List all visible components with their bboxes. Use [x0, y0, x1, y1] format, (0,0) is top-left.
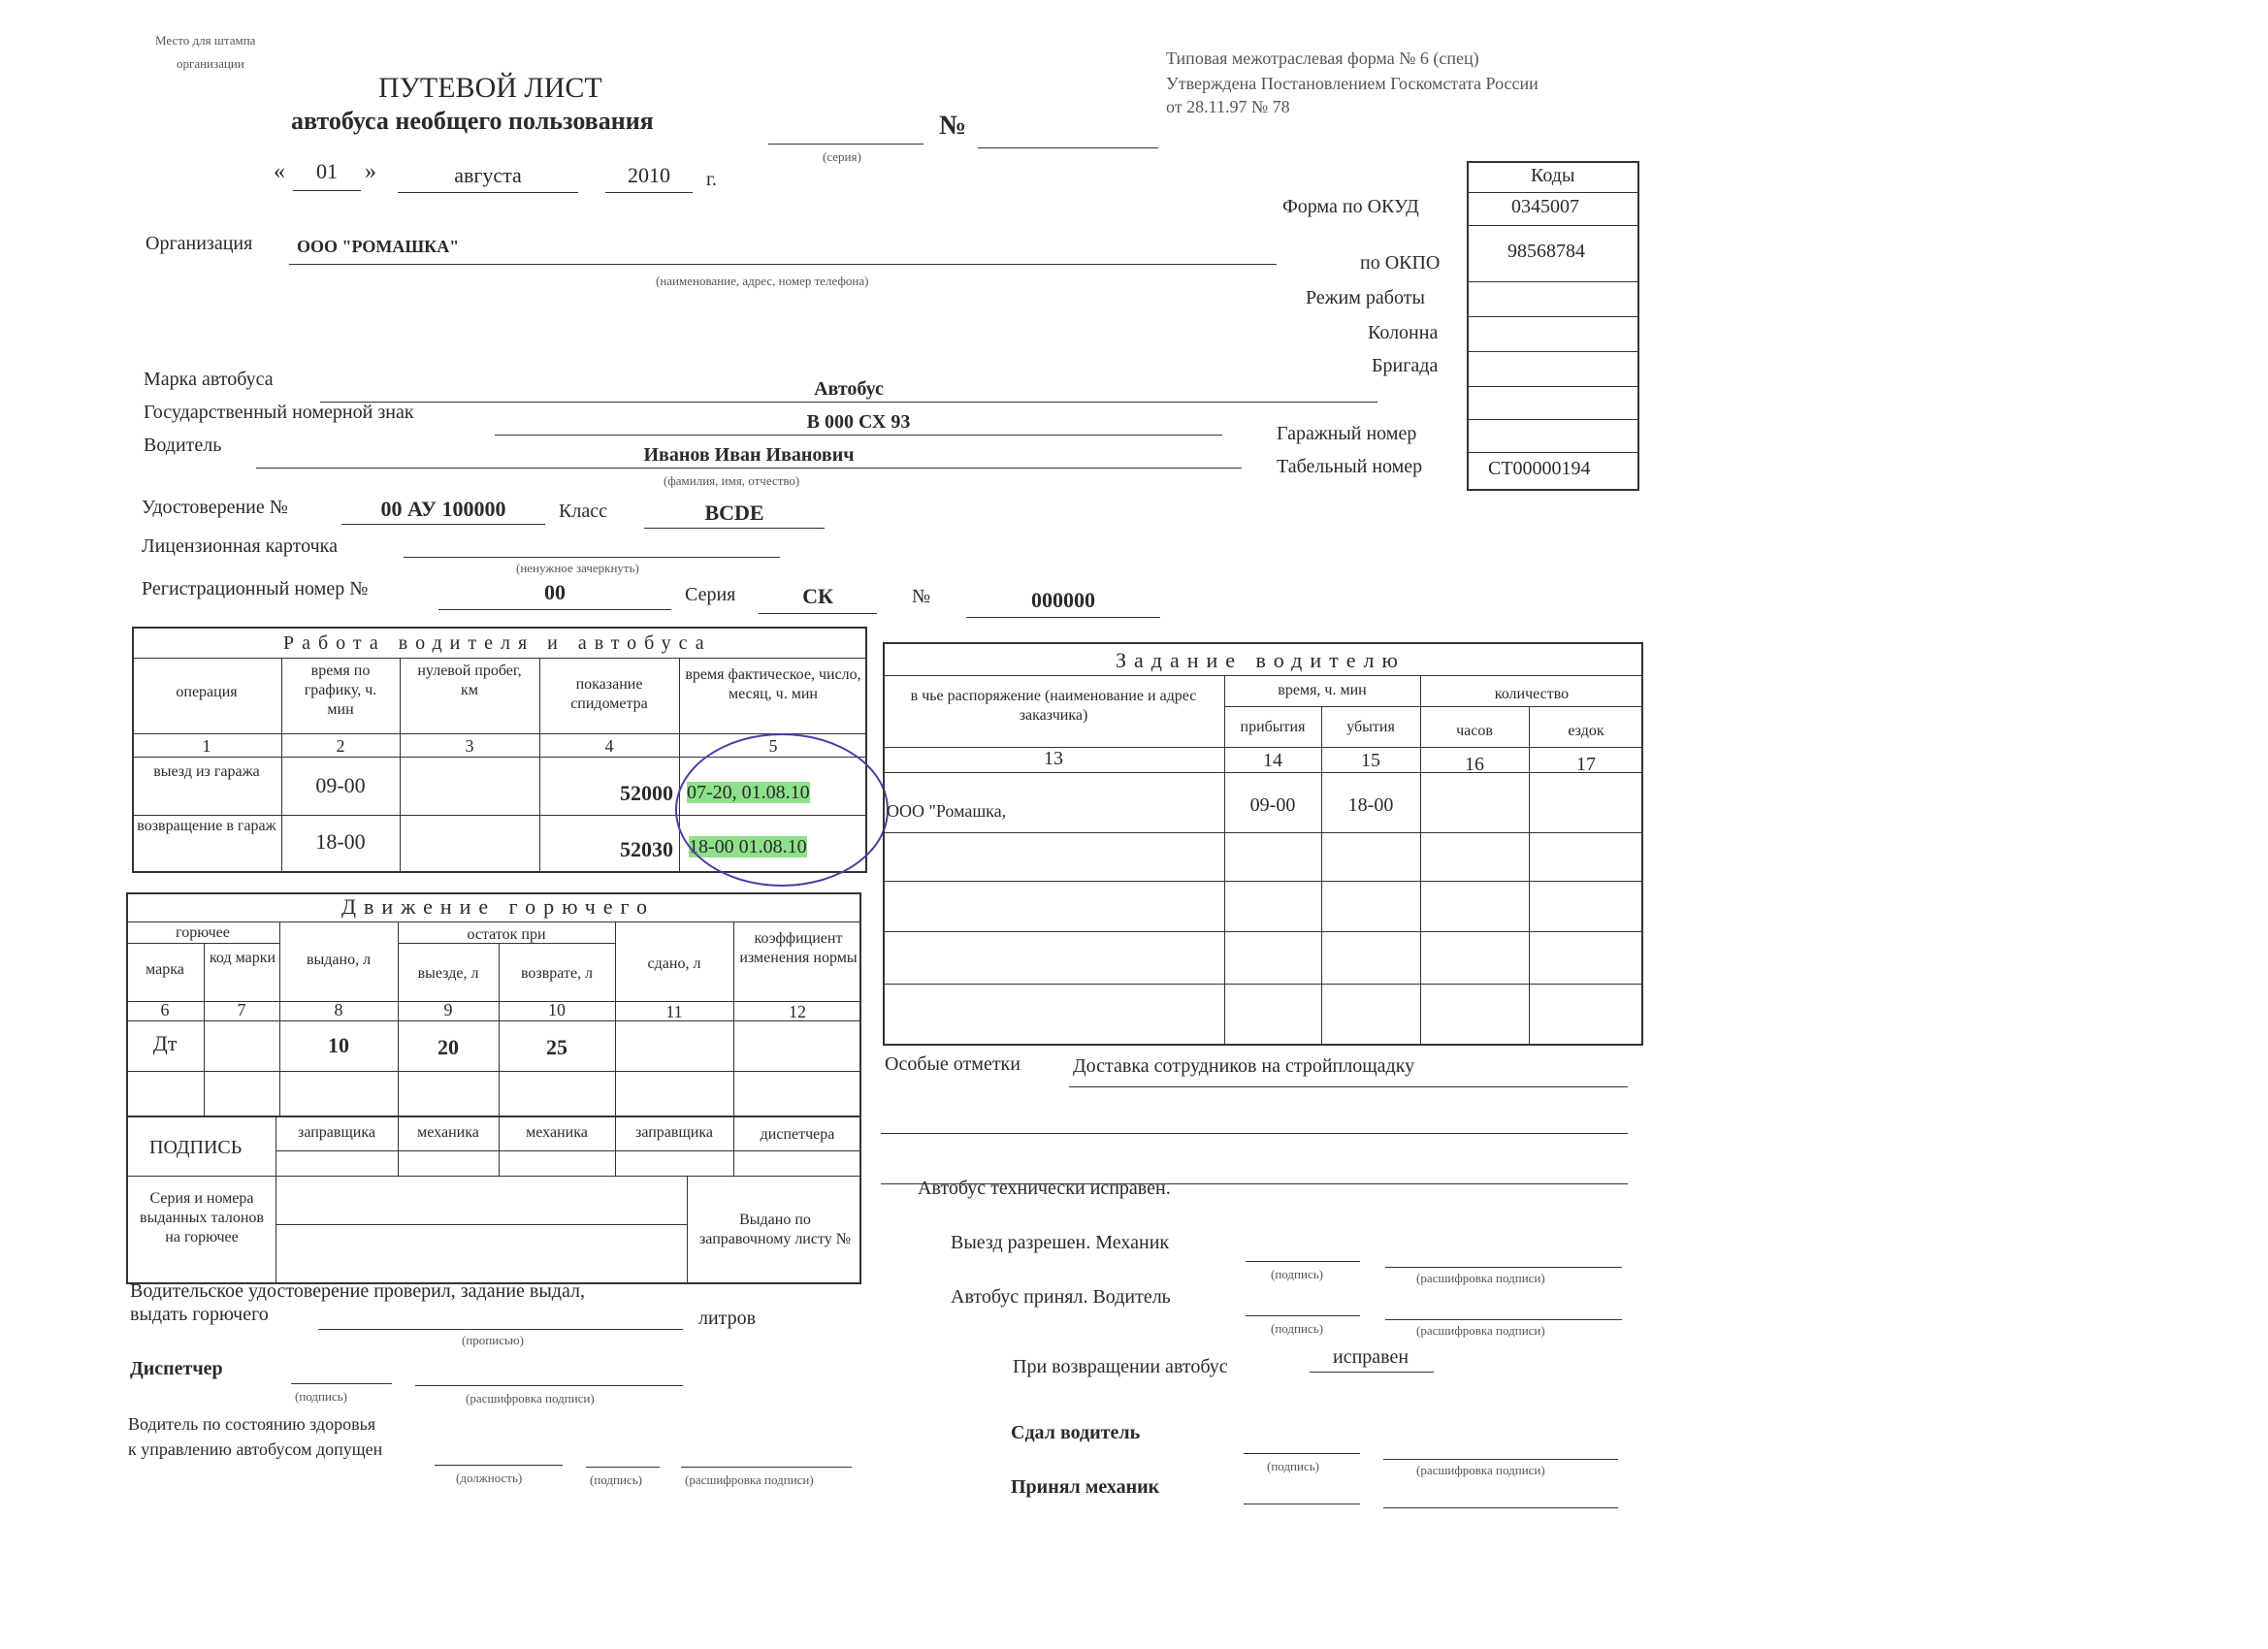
work-h-km: нулевой пробег, км [417, 663, 522, 698]
work-row1-speed: 52000 [620, 781, 673, 805]
series-caption: (серия) [823, 149, 861, 164]
tab-value: СТ00000194 [1488, 458, 1591, 479]
driver-value: Иванов Иван Иванович [643, 444, 855, 466]
series-label: Серия [685, 584, 736, 605]
org-label: Организация [146, 233, 253, 254]
reg-label: Регистрационный номер № [142, 578, 369, 599]
task-title: Задание водителю [1116, 648, 1406, 672]
dispatcher-label: Диспетчер [130, 1358, 223, 1379]
okud-label: Форма по ОКУД [1282, 196, 1419, 217]
task-h-qty: количество [1494, 686, 1570, 702]
hand-drawn-circle [675, 733, 889, 887]
driver-label: Водитель [144, 435, 222, 456]
card-label: Лицензионная карточка [142, 535, 338, 557]
date-year: 2010 [628, 163, 670, 187]
page-title: ПУТЕВОЙ ЛИСТ [378, 72, 602, 104]
series-value: СК [802, 584, 833, 608]
notes-value: Доставка сотрудников на стройплощадку [1073, 1055, 1415, 1077]
task-customer: ООО "Ромашка, [887, 801, 1007, 821]
task-arrive: 09-00 [1249, 794, 1296, 816]
on-return-value: исправен [1333, 1346, 1409, 1368]
stamp-line1: Место для штампа [155, 33, 256, 48]
brand-label: Марка автобуса [144, 369, 274, 390]
driver-caption: (фамилия, имя, отчество) [664, 473, 800, 488]
work-row2-speed: 52030 [620, 837, 673, 861]
form-info-3: от 28.11.97 № 78 [1166, 97, 1290, 116]
form-info-2: Утверждена Постановлением Госкомстата России [1166, 74, 1539, 93]
tab-label: Табельный номер [1277, 456, 1423, 477]
task-depart: 18-00 [1347, 794, 1394, 816]
sign-label: ПОДПИСЬ [149, 1137, 243, 1158]
plate-value: В 000 СХ 93 [806, 411, 911, 433]
issued-by-label: Выдано по заправочному листу № [698, 1212, 852, 1247]
okpo-value: 98568784 [1507, 241, 1585, 262]
license-label: Удостоверение № [142, 497, 288, 518]
stamp-line2: организации [177, 56, 244, 71]
work-row1-fact: 07-20, 01.08.10 [687, 782, 810, 803]
fuel-back: 25 [546, 1035, 567, 1059]
garage-label: Гаражный номер [1277, 423, 1417, 444]
org-caption: (наименование, адрес, номер телефона) [656, 274, 869, 288]
task-h-customer: в чье распоряжение (наименование и адрес заказчика) [910, 688, 1197, 724]
fuel-brand: Дт [152, 1031, 178, 1055]
fuel-issued: 10 [328, 1033, 349, 1057]
task-h-time: время, ч. мин [1278, 682, 1367, 698]
notes-label: Особые отметки [885, 1053, 1021, 1075]
class-label: Класс [559, 501, 607, 522]
date-day: 01 [316, 159, 338, 183]
class-value: BCDE [704, 501, 764, 525]
license-value: 00 АУ 100000 [380, 497, 506, 521]
work-h-time: время по графику, ч. мин [304, 663, 377, 718]
codes-header: Коды [1531, 165, 1575, 186]
work-title: Работа водителя и автобуса [283, 632, 712, 654]
work-row2-time: 18-00 [315, 829, 366, 854]
fuel-out: 20 [437, 1035, 459, 1059]
fuel-title: Движение горючего [341, 894, 656, 919]
work-row1-time: 09-00 [315, 773, 366, 797]
work-h-op: операция [176, 684, 238, 700]
num-value: 000000 [1031, 588, 1095, 612]
coupons-label: Серия и номера выданных талонов на горючее [140, 1190, 264, 1245]
reg-value: 00 [544, 580, 566, 604]
brigade-label: Бригада [1372, 355, 1439, 376]
work-row2-fact: 18-00 01.08.10 [689, 836, 807, 857]
work-h-speed: показание спидометра [570, 676, 648, 712]
column-label: Колонна [1368, 322, 1439, 343]
work-row2-op: возвращение в гараж [137, 818, 276, 834]
page-subtitle: автобуса необщего пользования [291, 107, 654, 135]
work-h-fact: время фактическое, число, месяц, ч. мин [685, 666, 861, 702]
form-info-1: Типовая межотраслевая форма № 6 (спец) [1166, 48, 1479, 68]
okud-value: 0345007 [1511, 196, 1579, 217]
work-row1-op: выезд из гаража [153, 763, 260, 780]
org-value: ООО "РОМАШКА" [297, 237, 460, 256]
num-label: № [912, 586, 931, 607]
okpo-label: по ОКПО [1360, 252, 1441, 274]
number-sign: № [939, 111, 967, 141]
plate-label: Государственный номерной знак [144, 402, 414, 423]
mode-label: Режим работы [1306, 287, 1425, 308]
card-caption: (ненужное зачеркнуть) [516, 561, 639, 575]
date-month: августа [454, 163, 522, 187]
brand-value: Автобус [814, 378, 884, 400]
